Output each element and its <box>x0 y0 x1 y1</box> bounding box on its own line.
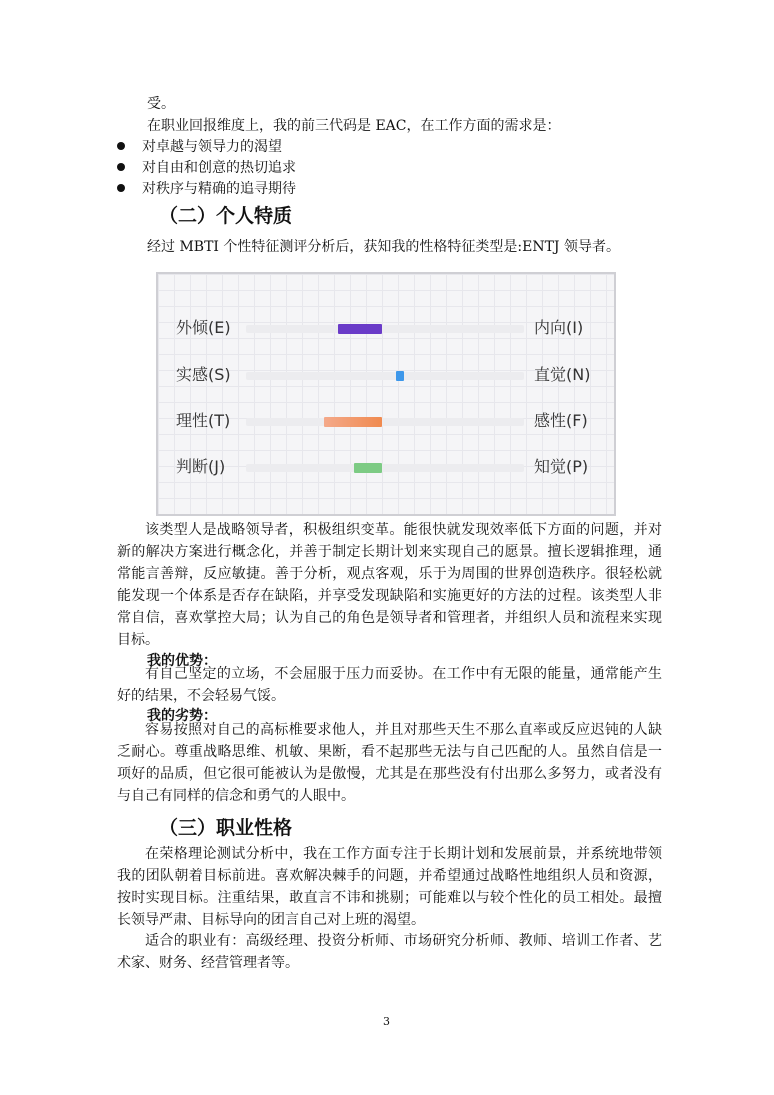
dimension-track <box>246 372 524 380</box>
type-description: 该类型人是战略领导者，积极组织变革。能很快就发现效率低下方面的问题，并对新的解决方案进行概念化，并善于制定长期计划来实现自己的愿景。擅长逻辑推理，通常能言善辩，反应敏捷。善于分析，观点客观，乐于为周围的世界创造秩序。很轻松就能发现一个体系是否存在缺陷，并享受发现缺陷和实施更好的方法的过程。该类型人非常自信，喜欢掌控大局；认为自己的角色是领导者和管理者，并组织人员和流程来实现目标。 <box>117 522 662 648</box>
bullet-icon <box>117 163 125 171</box>
list-item-text: 对秩序与精确的追寻期待 <box>142 181 296 197</box>
dimension-bar <box>354 463 382 473</box>
career-analysis: 在荣格理论测试分析中，我在工作方面专注于长期计划和发展前景，并系统地带领我的团队朝着目标前进。喜欢解决棘手的问题，并希望通过战略性地组织人员和资源，按时实现目标。注重结果，敢直言不讳和挑剔；可能难以与较个性化的员工相处。最擅长领导严肃、目标导向的团言自己对上班的渴望。 <box>117 846 662 928</box>
career-intro: 在职业回报维度上，我的前三代码是 EAC，在工作方面的需求是： <box>147 118 561 134</box>
section-heading: （二）个人特质 <box>159 205 293 227</box>
dimension-label-right: 知觉(P) <box>534 457 589 476</box>
list-item-text: 对卓越与领导力的渴望 <box>142 139 282 155</box>
dimension-label-left: 理性(T) <box>176 411 231 430</box>
strengths-heading: 我的优势： <box>147 653 217 669</box>
dimension-label-left: 外倾(E) <box>176 318 231 337</box>
dimension-track <box>246 464 524 472</box>
mbti-intro: 经过 MBTI 个性特征测评分析后，获知我的性格特征类型是:ENTJ 领导者。 <box>147 239 620 255</box>
suitable-jobs: 适合的职业有：高级经理、投资分析师、市场研究分析师、教师、培训工作者、艺术家、财务、经营管理者等。 <box>117 933 662 971</box>
bullet-icon <box>117 184 125 192</box>
dimension-label-right: 内向(I) <box>534 318 584 337</box>
weaknesses-text: 容易按照对自己的高标椎要求他人，并且对那些天生不那么直率或反应迟钝的人缺乏耐心。尊重战略思维、机敏、果断，看不起那些无法与自己匹配的人。虽然自信是一项好的品质，但它很可能被认为是傲慢，尤其是在那些没有付出那么多努力，或者没有与自己有同样的信念和勇气的人眼中。 <box>117 722 662 804</box>
dimension-label-right: 感性(F) <box>534 411 588 430</box>
page-number: 3 <box>383 1015 390 1028</box>
mbti-chart <box>156 272 616 516</box>
list-item <box>117 137 282 157</box>
dimension-track <box>246 418 524 426</box>
strengths-text: 有自己坚定的立场，不会屈服于压力而妥协。在工作中有无限的能量，通常能产生好的结果，不会轻易气馁。 <box>117 666 662 704</box>
dimension-bar <box>324 417 382 427</box>
dimension-track <box>246 325 524 333</box>
bullet-icon <box>117 142 125 150</box>
top-fragment: 受。 <box>147 96 175 112</box>
dimension-label-left: 实感(S) <box>176 365 231 384</box>
weaknesses-heading: 我的劣势： <box>147 708 217 724</box>
section-heading: （三）职业性格 <box>159 817 293 839</box>
dimension-label-right: 直觉(N) <box>534 365 591 384</box>
dimension-bar <box>396 371 404 381</box>
list-item <box>117 158 296 178</box>
list-item <box>117 179 296 199</box>
dimension-bar <box>338 324 382 334</box>
list-item-text: 对自由和创意的热切追求 <box>142 160 296 176</box>
dimension-label-left: 判断(J) <box>176 457 226 476</box>
